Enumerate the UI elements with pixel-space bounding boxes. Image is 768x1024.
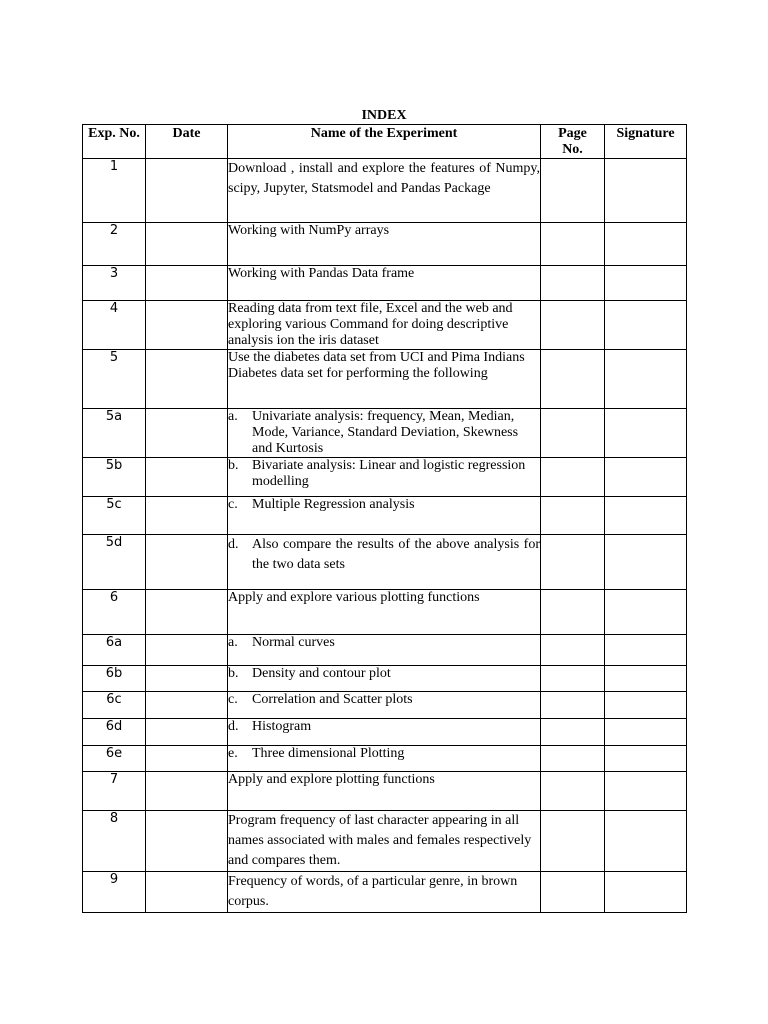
exp-no-cell: 6b (83, 666, 146, 692)
list-marker: c. (228, 692, 238, 707)
table-row (83, 223, 687, 266)
exp-no-cell: 4 (83, 301, 146, 350)
exp-no-cell: 3 (83, 266, 146, 301)
date-cell (146, 497, 228, 535)
header-date: Date (146, 125, 228, 159)
date-cell (146, 772, 228, 811)
signature-cell (605, 535, 687, 590)
exp-no-cell: 6d (83, 719, 146, 746)
signature-cell (605, 458, 687, 497)
date-cell (146, 872, 228, 913)
header-page-no-line2: No. (562, 142, 583, 157)
signature-cell (605, 497, 687, 535)
experiment-name: Histogram (252, 719, 312, 734)
list-marker: b. (228, 666, 239, 681)
header-row (83, 125, 687, 159)
experiment-name-cell (228, 635, 541, 666)
page-no-cell (541, 719, 605, 746)
experiment-name-cell: Use the diabetes data set from UCI and Pima Indians Diabetes data set for performing the following (228, 350, 541, 409)
table-row (83, 719, 687, 746)
date-cell (146, 301, 228, 350)
date-cell (146, 635, 228, 666)
header-name: Name of the Experiment (228, 125, 541, 159)
exp-no-cell: 5b (83, 458, 146, 497)
experiment-name-cell (228, 692, 541, 719)
signature-cell (605, 772, 687, 811)
header-page-no-line1: Page (558, 126, 587, 141)
table-row (83, 409, 687, 458)
experiment-name: Three dimensional Plotting (252, 746, 405, 761)
experiment-name-cell: Working with Pandas Data frame (228, 266, 541, 301)
table-row (83, 350, 687, 409)
date-cell (146, 535, 228, 590)
page-no-cell (541, 159, 605, 223)
experiment-name-cell (228, 719, 541, 746)
table-row (83, 497, 687, 535)
list-marker: b. (228, 458, 239, 473)
experiment-name-cell (228, 497, 541, 535)
date-cell (146, 719, 228, 746)
page-no-cell (541, 535, 605, 590)
signature-cell (605, 666, 687, 692)
table-row (83, 635, 687, 666)
exp-no-cell: 5d (83, 535, 146, 590)
list-marker: c. (228, 497, 238, 512)
signature-cell (605, 350, 687, 409)
exp-no-cell: 9 (83, 872, 146, 913)
page-no-cell (541, 266, 605, 301)
signature-cell (605, 872, 687, 913)
page-no-cell (541, 692, 605, 719)
exp-no-cell: 5a (83, 409, 146, 458)
page-no-cell (541, 590, 605, 635)
page-no-cell (541, 409, 605, 458)
table-row (83, 872, 687, 913)
list-marker: d. (228, 719, 239, 734)
date-cell (146, 266, 228, 301)
page-no-cell (541, 772, 605, 811)
exp-no-cell: 1 (83, 159, 146, 223)
experiment-name-cell: Download , install and explore the features of Numpy, scipy, Jupyter, Statsmodel and Pandas Package (228, 159, 541, 223)
page-no-cell (541, 458, 605, 497)
experiment-name: Also compare the results of the above analysis for the two data sets (252, 537, 540, 572)
page-title: INDEX (361, 108, 407, 123)
exp-no-cell: 7 (83, 772, 146, 811)
signature-cell (605, 635, 687, 666)
exp-no-cell: 6e (83, 746, 146, 772)
exp-no-cell: 6c (83, 692, 146, 719)
experiment-name-cell (228, 746, 541, 772)
exp-no-cell: 5 (83, 350, 146, 409)
header-signature: Signature (605, 125, 687, 159)
header-exp-no: Exp. No. (83, 125, 146, 159)
table-row (83, 666, 687, 692)
exp-no-cell: 6a (83, 635, 146, 666)
table-row (83, 811, 687, 872)
signature-cell (605, 590, 687, 635)
experiment-name-cell: Reading data from text file, Excel and the web and exploring various Command for doing descriptive analysis ion the iris dataset (228, 301, 541, 350)
signature-cell (605, 811, 687, 872)
date-cell (146, 350, 228, 409)
signature-cell (605, 719, 687, 746)
experiment-name-cell: Apply and explore various plotting functions (228, 590, 541, 635)
page-no-cell (541, 223, 605, 266)
date-cell (146, 811, 228, 872)
table-row (83, 746, 687, 772)
page-no-cell (541, 635, 605, 666)
experiment-name: Univariate analysis: frequency, Mean, Median, Mode, Variance, Standard Deviation, Skewness and Kurtosis (252, 409, 519, 456)
table-row (83, 535, 687, 590)
index-table (82, 124, 687, 913)
signature-cell (605, 746, 687, 772)
date-cell (146, 458, 228, 497)
experiment-name-cell: Apply and explore plotting functions (228, 772, 541, 811)
page-no-cell (541, 301, 605, 350)
page-no-cell (541, 746, 605, 772)
experiment-name-cell (228, 666, 541, 692)
exp-no-cell: 5c (83, 497, 146, 535)
date-cell (146, 746, 228, 772)
experiment-name: Multiple Regression analysis (252, 497, 415, 512)
page-no-cell (541, 350, 605, 409)
list-marker: e. (228, 746, 238, 761)
date-cell (146, 692, 228, 719)
exp-no-cell: 2 (83, 223, 146, 266)
experiment-name-cell (228, 458, 541, 497)
table-row (83, 772, 687, 811)
table-row (83, 266, 687, 301)
date-cell (146, 590, 228, 635)
experiment-name: Normal curves (252, 635, 335, 650)
experiment-name-cell (228, 535, 541, 590)
signature-cell (605, 692, 687, 719)
signature-cell (605, 223, 687, 266)
exp-no-cell: 6 (83, 590, 146, 635)
date-cell (146, 409, 228, 458)
experiment-name-cell: Program frequency of last character appearing in all names associated with males and females respectively and compares them. (228, 811, 541, 872)
date-cell (146, 666, 228, 692)
page-no-cell (541, 872, 605, 913)
page-no-cell (541, 666, 605, 692)
header-page-no (541, 125, 605, 159)
table-row (83, 458, 687, 497)
experiment-name-cell (228, 409, 541, 458)
list-marker: d. (228, 537, 239, 552)
table-row (83, 301, 687, 350)
experiment-name: Correlation and Scatter plots (252, 692, 413, 707)
table-row (83, 159, 687, 223)
date-cell (146, 223, 228, 266)
experiment-name: Bivariate analysis: Linear and logistic regression modelling (252, 458, 526, 489)
experiment-name: Density and contour plot (252, 666, 391, 681)
signature-cell (605, 159, 687, 223)
exp-no-cell: 8 (83, 811, 146, 872)
signature-cell (605, 266, 687, 301)
table-row (83, 590, 687, 635)
experiment-name-cell: Working with NumPy arrays (228, 223, 541, 266)
page-no-cell (541, 497, 605, 535)
experiment-name-cell: Frequency of words, of a particular genre, in brown corpus. (228, 872, 541, 913)
table-row (83, 692, 687, 719)
signature-cell (605, 301, 687, 350)
list-marker: a. (228, 635, 238, 650)
signature-cell (605, 409, 687, 458)
list-marker: a. (228, 409, 238, 424)
date-cell (146, 159, 228, 223)
page-no-cell (541, 811, 605, 872)
